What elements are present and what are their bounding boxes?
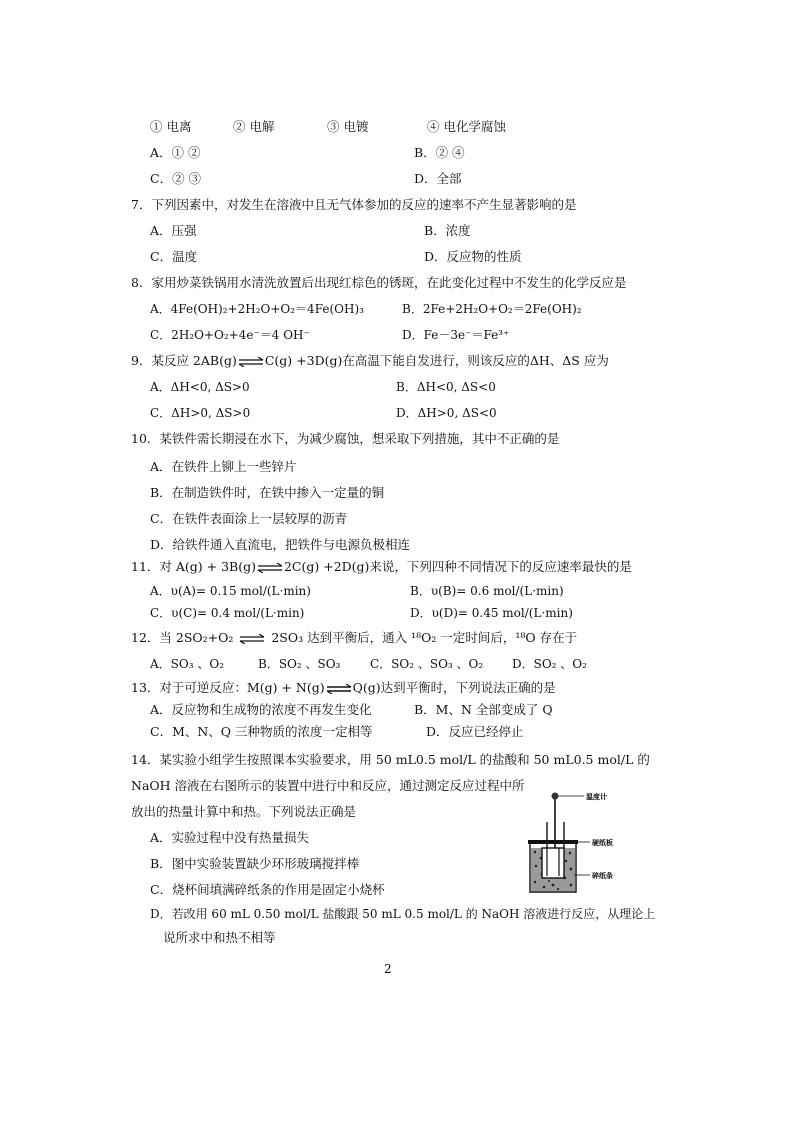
q8-option-b: B．2Fe+2H₂O+O₂＝2Fe(OH)₂ (402, 302, 582, 316)
q12-option-d: D．SO₂ 、O₂ (512, 657, 587, 671)
q6-item-2: ② 电解 (233, 119, 275, 134)
q11-option-c: C．υ(C)= 0.4 mol/(L·min) (150, 606, 305, 620)
q10-stem: 10．某铁件需长期浸在水下，为减少腐蚀，想采取下列措施，其中不正确的是 (131, 431, 560, 446)
cardboard-label: 硬纸板 (592, 839, 613, 847)
q9-stem-post: C(g) +3D(g)在高温下能自发进行，则该反应的ΔH、ΔS 应为 (264, 353, 609, 368)
q8-option-a: A．4Fe(OH)₂+2H₂O+O₂＝4Fe(OH)₃ (150, 302, 364, 316)
q11-stem-post: 2C(g) +2D(g)来说，下列四种不同情况下的反应速率最快的是 (283, 559, 632, 574)
q9-option-a: A．ΔH<0, ΔS>0 (150, 380, 250, 394)
q6-option-a: A．① ② (150, 145, 201, 160)
q10-option-c: C．在铁件表面涂上一层较厚的沥青 (150, 511, 348, 526)
q14-option-d-line-2: 说所求中和热不相等 (163, 930, 276, 945)
q13-stem (131, 680, 556, 696)
q13-stem-post: Q(g)达到平衡时，下列说法正确的是 (352, 680, 556, 695)
q11-option-a: A．υ(A)= 0.15 mol/(L·min) (150, 584, 311, 598)
q13-option-c: C．M、N、Q 三种物质的浓度一定相等 (150, 724, 373, 739)
q13-option-d: D．反应已经停止 (426, 724, 524, 739)
q14-option-a: A．实验过程中没有热量损失 (150, 830, 310, 845)
q8-option-c: C．2H₂O+O₂+4e⁻＝4 OH⁻ (150, 328, 310, 342)
page-number: 2 (384, 962, 392, 976)
q9-option-d: D．ΔH>0, ΔS<0 (396, 406, 497, 420)
inner-beaker (542, 848, 564, 878)
q11-stem (131, 559, 632, 575)
q14-option-b: B．图中实验装置缺少环形玻璃搅拌棒 (150, 856, 360, 871)
q13-option-a: A．反应物和生成物的浓度不再发生变化 (150, 702, 372, 717)
q12-stem-pre: 12．当 2SO₂+O₂ (131, 630, 234, 645)
q13-option-b: B．M、N 全部变成了 Q (414, 702, 553, 717)
equilibrium-arrow-icon (326, 684, 352, 694)
q11-option-b: B．υ(B)= 0.6 mol/(L·min) (410, 584, 564, 598)
q14-stem-line-1: 14．某实验小组学生按照课本实验要求，用 50 mL0.5 mol/L 的盐酸和 50 mL0.5 mol/L 的 (131, 752, 650, 767)
q10-option-d: D．给铁件通入直流电，把铁件与电源负极相连 (150, 537, 411, 552)
cardboard-lid (528, 840, 578, 844)
q7-option-b: B．浓度 (424, 223, 471, 238)
q6-option-d: D．全部 (414, 171, 462, 186)
thermometer-label: 温度计 (586, 793, 607, 801)
q12-stem-post: 2SO₃ 达到平衡后，通入 ¹⁸O₂ 一定时间后，¹⁸O 存在于 (271, 630, 578, 645)
q6-option-c: C．② ③ (150, 171, 202, 186)
q12-option-c: C．SO₂ 、SO₃ 、O₂ (370, 657, 484, 671)
q11-option-d: D．υ(D)= 0.45 mol/(L·min) (410, 606, 573, 620)
q13-stem-pre: 13．对于可逆反应：M(g) + N(g) (131, 680, 325, 695)
q14-option-d-line-1: D．若改用 60 mL 0.50 mol/L 盐酸跟 50 mL 0.5 mol/L 的 NaOH 溶液进行反应，从理论上 (150, 907, 656, 921)
q7-stem: 7．下列因素中，对发生在溶液中且无气体参加的反应的速率不产生显著影响的是 (131, 197, 577, 212)
q11-stem-pre: 11．对 A(g) + 3B(g) (131, 559, 256, 574)
q9-stem-pre: 9．某反应 2AB(g) (131, 353, 237, 368)
q7-option-d: D．反应物的性质 (424, 249, 522, 264)
q6-option-b: B．② ④ (414, 145, 465, 160)
q6-item-4: ④ 电化学腐蚀 (427, 119, 506, 134)
q6-item-1: ① 电离 (150, 119, 192, 134)
q9-stem (131, 353, 609, 369)
q10-option-a: A．在铁件上铆上一些锌片 (150, 459, 297, 474)
q9-option-b: B．ΔH<0, ΔS<0 (396, 380, 496, 394)
q8-stem: 8．家用炒菜铁锅用水清洗放置后出现红棕色的锈斑，在此变化过程中不发生的化学反应是 (131, 275, 627, 290)
q8-option-d: D．Fe－3e⁻＝Fe³⁺ (402, 328, 510, 342)
equilibrium-arrow-icon (238, 634, 266, 644)
q9-option-c: C．ΔH>0, ΔS>0 (150, 406, 251, 420)
q10-option-b: B．在制造铁件时，在铁中掺入一定量的铜 (150, 485, 385, 500)
calorimeter-figure (520, 788, 630, 896)
q14-stem-line-2: NaOH 溶液在右图所示的装置中进行中和反应，通过测定反应过程中所 (131, 778, 525, 793)
q6-item-3: ③ 电镀 (327, 119, 369, 134)
q7-option-a: A．压强 (150, 223, 197, 238)
q12-stem (131, 630, 577, 646)
q12-option-b: B．SO₂ 、SO₃ (258, 657, 341, 671)
equilibrium-arrow-icon (257, 563, 283, 573)
q12-option-a: A．SO₃ 、O₂ (150, 657, 224, 671)
paper-scraps-label: 碎纸条 (592, 872, 613, 880)
q14-stem-line-3: 放出的热量计算中和热。下列说法正确是 (131, 804, 357, 819)
q14-option-c: C．烧杯间填满碎纸条的作用是固定小烧杯 (150, 882, 385, 897)
equilibrium-arrow-icon (238, 357, 264, 367)
q7-option-c: C．温度 (150, 249, 198, 264)
